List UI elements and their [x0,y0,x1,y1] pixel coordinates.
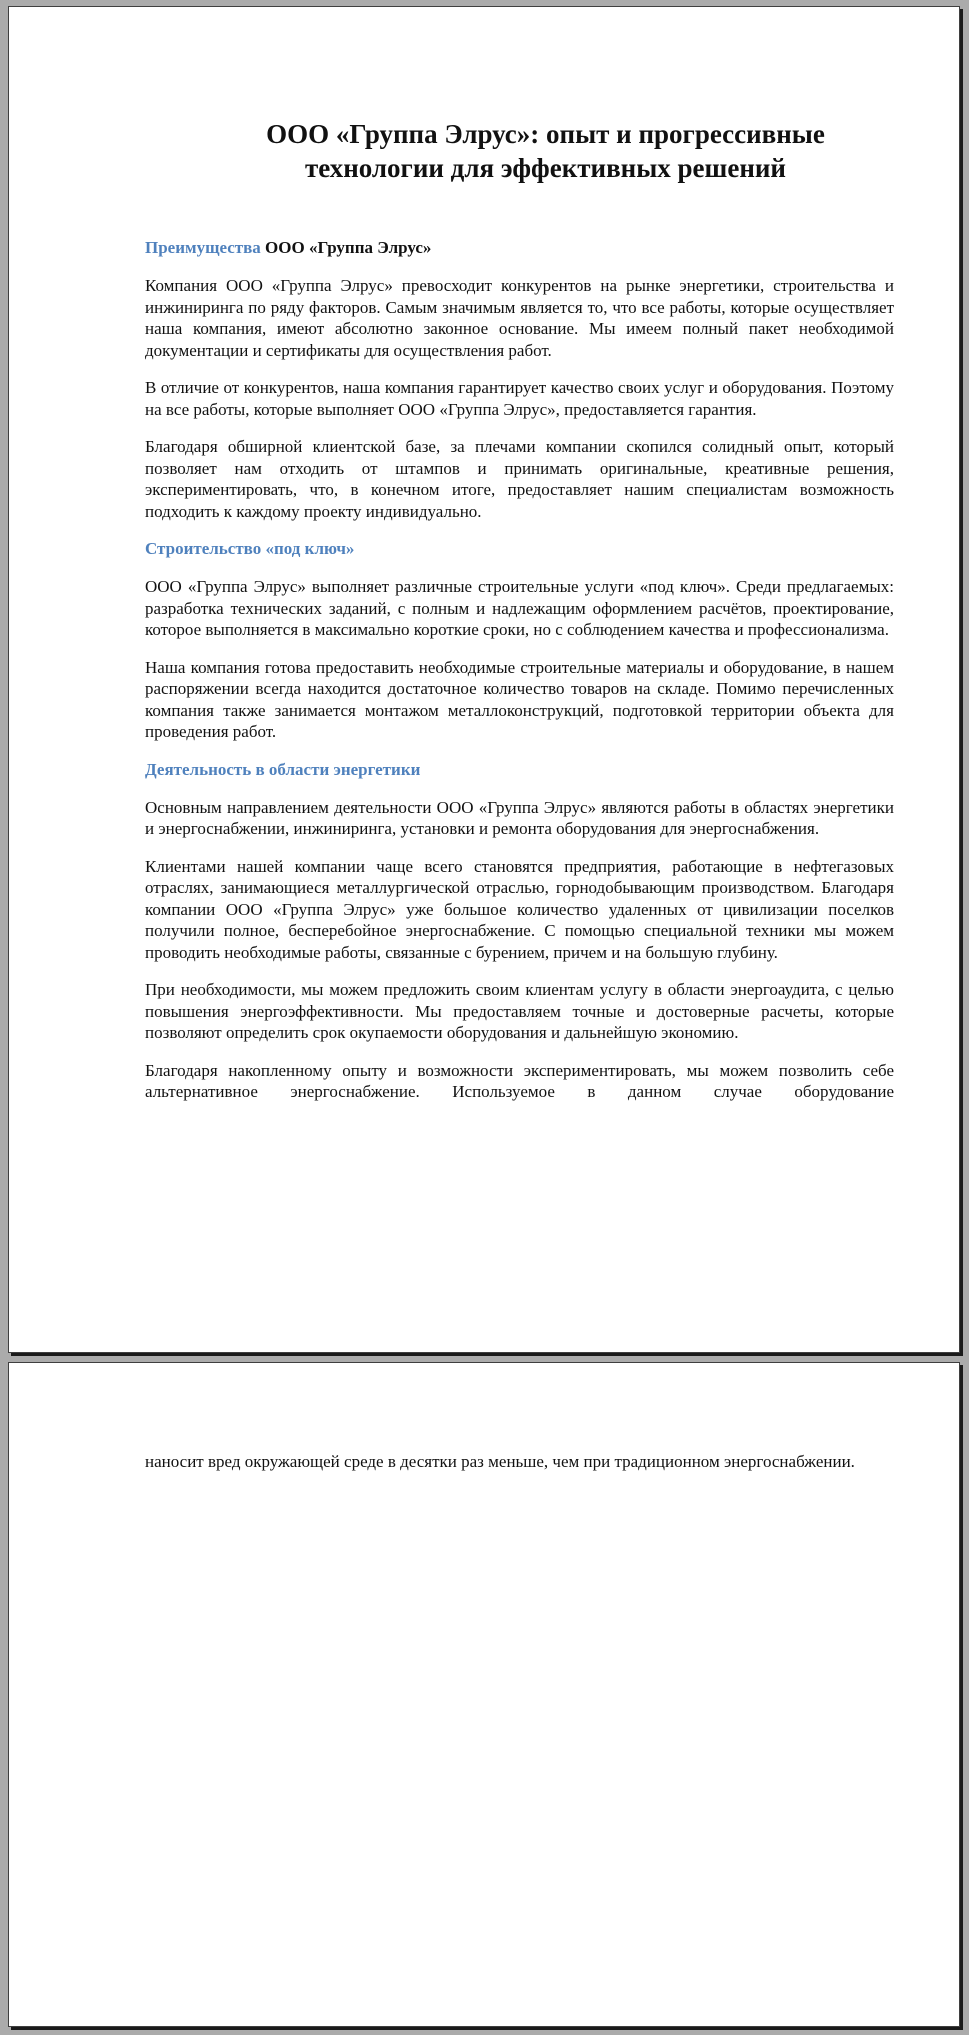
paragraph: Компания ООО «Группа Элрус» превосходит конкурентов на рынке энергетики, строительства и инжиниринга по ряду факторов. Самым значимым является то, что все работы, которые осуществляет наша компания, имеют абсолютно законное основание. Мы имеем полный пакет необходимой документации и сертификаты для осуществления работ. [145,276,894,360]
page-2 [8,1362,960,2027]
heading-accent-text: Строительство «под ключ» [145,539,355,558]
page-1-content [145,117,894,1103]
heading-accent-text: Деятельность в области энергетики [145,759,421,779]
section-heading-construction [145,538,894,560]
paragraph: При необходимости, мы можем предложить своим клиентам услугу в области энергоаудита, с целью повышения энергоэффективности. Мы предоставляем точные и достоверные расчеты, которые позволяют определить срок окупаемости оборудования и дальнейшую экономию. [145,980,894,1042]
paragraph: ООО «Группа Элрус» выполняет различные строительные услуги «под ключ». Среди предлагаемых: разработка технических заданий, с полным и надлежащим оформлением расчётов, проектирование, которое выполняется в максимально короткие сроки, но с соблюдением качества и профессионализма. [145,577,894,639]
paragraph: Наша компания готова предоставить необходимые строительные материалы и оборудование, в нашем распоряжении всегда находится достаточное количество товаров на складе. Помимо перечисленных компания также занимается монтажом металлоконструкций, подготовкой территории объекта для проведения работ. [145,657,894,741]
paragraph: Благодаря обширной клиентской базе, за плечами компании скопился солидный опыт, который позволяет нам отходить от штампов и принимать оригинальные, креативные решения, экспериментировать, что, в конечном итоге, предоставляет нашим специалистам возможность подходить к каждому проекту индивидуально. [145,437,894,521]
paragraph-split-end: наносит вред окружающей среде в десятки раз меньше, чем при традиционном энергоснабжении. [145,1452,855,1471]
heading-company-name: ООО «Группа Элрус» [265,238,432,257]
page-1 [8,6,960,1353]
paragraph: Основным направлением деятельности ООО «Группа Элрус» являются работы в областях энергетики и энергоснабжении, инжиниринга, установки и ремонта оборудования для энергоснабжения. [145,797,894,838]
section-heading-advantages [145,237,894,259]
heading-accent-text: Преимущества [145,238,261,257]
section-heading-energy [145,759,894,781]
paragraph: Клиентами нашей компании чаще всего становятся предприятия, работающие в нефтегазовых отраслях, занимающиеся металлургической отраслью, горнодобывающим производством. Благодаря компании ООО «Группа Элрус» уже большое количество удаленных от цивилизации поселков получили полное, бесперебойное энергоснабжение. С помощью специальной техники мы можем проводить необходимые работы, связанные с бурением, причем и на большую глубину. [145,856,894,962]
paragraph-split-start: Благодаря накопленному опыту и возможности экспериментировать, мы можем позволить себе альтернативное энергоснабжение. Используемое в данном случае оборудование [145,1060,894,1101]
page-2-content [145,1451,894,1489]
paragraph: В отличие от конкурентов, наша компания гарантирует качество своих услуг и оборудования. Поэтому на все работы, которые выполняет ООО «Группа Элрус», предоставляется гарантия. [145,378,894,419]
document-title: ООО «Группа Элрус»: опыт и прогрессивные технологии для эффективных решений [266,119,825,183]
